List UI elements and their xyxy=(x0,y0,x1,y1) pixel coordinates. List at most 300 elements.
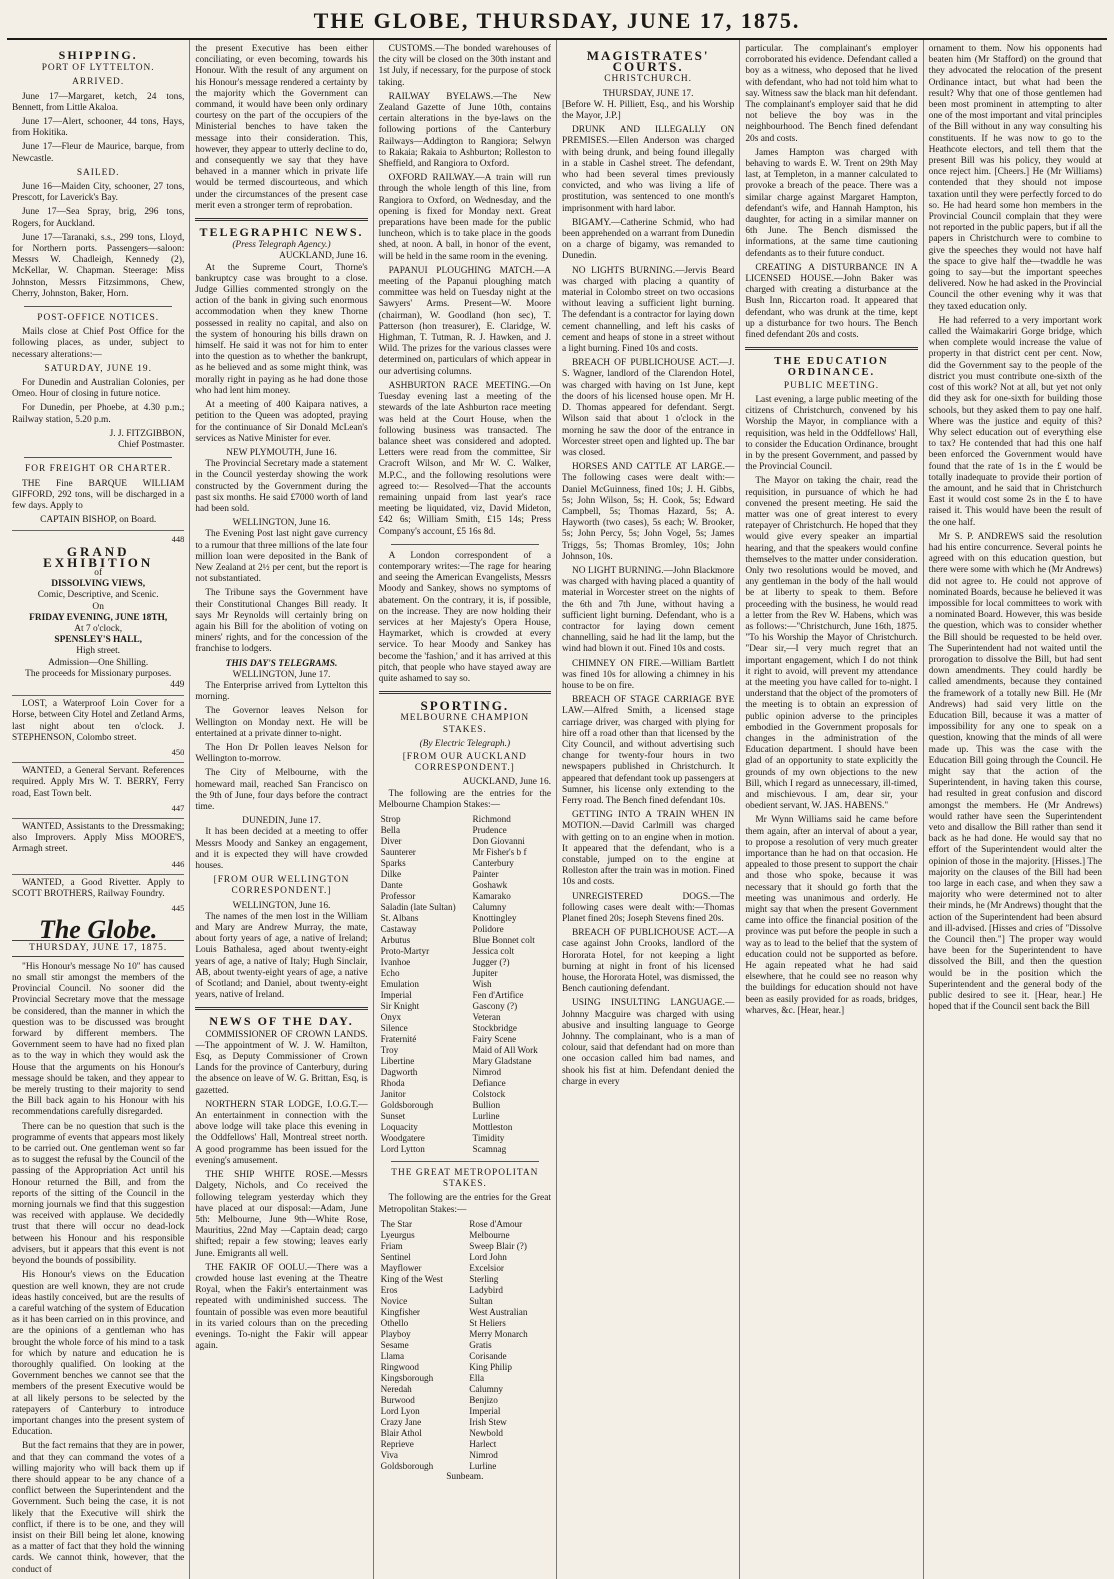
divider xyxy=(379,691,551,694)
entry-row xyxy=(379,946,551,957)
entry-name: Sultan xyxy=(469,1295,493,1306)
classified-ad xyxy=(12,874,184,915)
post-office-line: For Dunedin and Australian Colonies, per Omeo. Hour of closing in future notice. xyxy=(12,378,185,400)
entry-row xyxy=(379,990,551,1001)
entry-name: Silence xyxy=(380,1023,408,1033)
exhibition-kind: Comic, Descriptive, and Scenic. xyxy=(37,590,159,601)
entry-row xyxy=(379,1285,551,1296)
entry-name: Nimrod xyxy=(472,1067,502,1077)
dateline: WELLINGTON, June 16. xyxy=(232,900,331,911)
metro-last-entry: Sunbeam. xyxy=(446,1471,484,1482)
column-5 xyxy=(740,40,923,1579)
entry-name: Neredah xyxy=(380,1383,412,1394)
freight-body: THE Fine BARQUE WILLIAM GIFFORD, 292 tons, will be discharged in a few days. Apply to xyxy=(12,478,185,511)
entry-name: Prudence xyxy=(472,825,507,835)
entry-name: Mayflower xyxy=(380,1262,422,1273)
entry-row xyxy=(379,814,551,825)
entry-name: Melbourne xyxy=(469,1229,510,1240)
ad-number: 446 xyxy=(171,858,185,869)
entry-row xyxy=(379,1111,551,1122)
entries-intro: The following are the entries for the Melbourne Champion Stakes:— xyxy=(378,788,551,810)
entry-name: Diver xyxy=(380,836,402,846)
entry-name: Castaway xyxy=(380,924,417,934)
arrived-item: June 17—Alert, schooner, 44 tons, Hays, from Hokitika. xyxy=(12,117,185,139)
divider xyxy=(391,1161,539,1162)
entry-row xyxy=(379,1351,551,1362)
news-item: CUSTOMS.—The bonded warehouses of the city will be closed on the 30th instant and 1st July, if necessary, for the purpose of stock taking. xyxy=(378,44,551,88)
leader-continued: the present Executive has been either conciliating, or even becoming, towards his Honour. With the result of any argument on his Honour's message rendered a certainty by the majority which the Government can command, it would have been only ordinary courtesy on the part of the occupiers of the Ministerial benches to have taken the message into their consideration. This, however, they appear to utterly decline to do, and consequently we say that they have behaved in a manner which in private life would be termed discourteous, and which under the circumstances of the present case merit even a stronger term of reprobation. xyxy=(195,44,368,211)
divider xyxy=(24,457,172,458)
entry-name: Troy xyxy=(380,1045,399,1055)
entry-row xyxy=(379,1012,551,1023)
magistrates-place: CHRISTCHURCH. xyxy=(604,74,693,85)
entry-name: Polidore xyxy=(472,924,504,934)
entry-name: Corisande xyxy=(469,1350,507,1361)
entry-row xyxy=(379,1056,551,1067)
magistrates-heading: MAGISTRATES' COURTS. xyxy=(586,48,710,75)
entry-row xyxy=(379,825,551,836)
ad-text: LOST, a Waterproof Loin Cover for a Horse, between City Hotel and Zetland Arms, last night about ten o'clock. J. STEPHENSON, Colombo street. xyxy=(12,699,185,743)
telegram-paragraph: The names of the men lost in the William and Mary are Andrew Murray, the mate, about forty years of age, a native of Ireland; Louis Bathalesa, aged about twenty-eight years of age, a native of Italy; Hugh Sinclair, AB, about twenty-eight years of age, a native of Scotland; and Daniel, about twenty-eight years, native of Ireland. xyxy=(195,911,368,1001)
todays-telegrams-heading: THIS DAY'S TELEGRAMS. xyxy=(225,658,338,669)
entry-name: Rhoda xyxy=(380,1078,405,1088)
entry-name: Don Giovanni xyxy=(472,836,525,846)
entry-name: Newbold xyxy=(469,1427,503,1438)
dateline: AUCKLAND, June 16. xyxy=(279,251,368,262)
court-case: BREACH OF PUBLICHOUSE ACT.—J. S. Wagner, landlord of the Clarendon Hotel, was charged with having on 1st June, kept the doors of his licensed house open. Mr H. D. Thomas appeared for defendant. Sergt. Wilson said that about 1 o'clock in the morning he saw the door of the entrance in Worcester street open and lighted up. The bar was closed. xyxy=(561,358,735,458)
telegram-paragraph: It has been decided at a meeting to offer Messrs Moody and Sankey an engagement, and it is expected they will have crowded houses. xyxy=(195,827,368,872)
entry-name: Lyeurgus xyxy=(380,1229,415,1240)
entry-name: Painter xyxy=(472,869,499,879)
entry-name: Sunset xyxy=(380,1111,406,1121)
entry-name: Ladybird xyxy=(469,1284,503,1295)
globe-title: The Globe. xyxy=(38,915,158,945)
entry-name: Strop xyxy=(380,814,401,824)
ad-number: 445 xyxy=(171,903,185,914)
divider xyxy=(391,544,539,545)
entry-name: Lurline xyxy=(469,1460,497,1471)
post-office-signature-title: Chief Postmaster. xyxy=(118,440,185,451)
entry-row xyxy=(379,924,551,935)
freight-heading: FOR FREIGHT OR CHARTER. xyxy=(25,464,172,475)
divider xyxy=(195,218,367,221)
column-6 xyxy=(924,40,1107,1579)
entry-name: St. Albans xyxy=(380,913,419,923)
education-paragraph: The Mayor on taking the chair, read the requisition, in pursuance of which he had convened the present meeting. He said the matter was one of great interest to every ratepayer of Christchurch. He hoped that they would give every speaker an impartial hearing, and that the speakers would confine themselves to the matter under consideration. Only two resolutions would be moved, and any gentleman in the body of the hall would be at liberty to speak to them. Before proceeding with the business, he would read a letter from the Rev W. Habens, which was as follows:—"Christchurch, June 16th, 1875. "To his Worship the Mayor of Christchurch. "Dear sir,—I very much regret that an important engagement, which I do not think it right to avoid, will prevent my attendance at the meeting you have called for to-night. I understand that the object of the promoters of the meeting is to obtain an expression of public opinion adverse to the principles embodied in the Government proposals for changes in the administration of the Education department. I should have been glad of an opportunity to state explicitly the grounds of my own objections to the new Bill, which I regard as unnecessary, ill-timed, and mischievous. I am, dear sir, your obedient servant, W. JAS. HABENS." xyxy=(745,476,918,812)
entry-name: Richmond xyxy=(472,814,511,824)
post-office-line: For Dunedin, per Phoebe, at 4.30 p.m.; Railway station, 5.20 p.m. xyxy=(12,403,185,425)
entry-name: Fairy Scene xyxy=(472,1034,517,1044)
entry-name: Ringwood xyxy=(380,1361,419,1372)
court-case: HORSES AND CATTLE AT LARGE.—The following cases were dealt with:—Daniel McGuinness, fined 10s; J. H. Gibbs, 5s; John Wilson, 5s; H. Cook, 5s; Edward Campbell, 5s; Thomas Hazard, 5s; A. Hayworth (two cases), 5s each; W. Brooker, 5s; John Percy, 5s; John Vogel, 5s; James Triggs, 5s; Thomas Bromley, 10s; John Johnson, 10s. xyxy=(561,462,735,562)
entry-name: Dagworth xyxy=(380,1067,418,1077)
entry-row xyxy=(379,1034,551,1045)
entry-name: Benjizo xyxy=(469,1394,498,1405)
entry-name: Goldsborough xyxy=(380,1100,434,1110)
entry-row xyxy=(379,957,551,968)
leader-paragraph: His Honour's views on the Education question are well known, they are not crude ideas hastily conceived, but are the results of a careful watching of the system of Education as it has been carried on in this province, and are the opinions of a gentleman who has brought the whole force of his mind to a task for which by nature and education he is thoroughly qualified. On looking at the Government benches we cannot see that the members of the present Executive would be at all likely persons to be selected by the ratepayers of Canterbury to introduce important changes into the present system of Education. xyxy=(12,1270,185,1438)
entry-name: Playboy xyxy=(380,1328,411,1339)
news-heading: NEWS OF THE DAY. xyxy=(209,1014,354,1029)
entry-name: Irish Stew xyxy=(469,1416,507,1427)
entry-row xyxy=(379,1329,551,1340)
entry-name: Stockbridge xyxy=(472,1023,517,1033)
freight-captain: CAPTAIN BISHOP, on Board. xyxy=(40,515,157,526)
news-item: PAPANUI PLOUGHING MATCH.—A meeting of the Papanui ploughing match committee was held on Tuesday night at the Sawyers' Arms. Present—W. Moore (chairman), W. Goodland (hon sec), T. Patterson (hon treasurer), E. Claridge, W. Highman, T. Tutman, R. J. Hawken, and J. Wild. The prizes for the various classes were determined on, particulars of which appear in our advertising columns. xyxy=(378,265,551,377)
divider xyxy=(745,347,917,350)
exhibition-street: High street. xyxy=(76,646,121,657)
entry-name: Dilke xyxy=(380,869,402,879)
entry-row xyxy=(379,836,551,847)
entry-name: Arbutus xyxy=(380,935,411,945)
entry-name: Harlect xyxy=(469,1438,497,1449)
entry-name: Wish xyxy=(472,979,492,989)
entry-name: Gascony (?) xyxy=(472,1001,518,1011)
entry-name: Jupiter xyxy=(472,968,498,978)
entry-row xyxy=(379,1406,551,1417)
divider xyxy=(24,306,172,307)
dateline: WELLINGTON, June 17. xyxy=(232,669,331,680)
champion-entries-table xyxy=(379,814,551,1155)
court-case: CHIMNEY ON FIRE.—William Bartlett was fined 10s for allowing a chimney in his house to be on fire. xyxy=(561,658,735,691)
entry-name: Burwood xyxy=(380,1394,415,1405)
news-item: ASHBURTON RACE MEETING.—On Tuesday evening last a meeting of the stewards of the late Ashburton race meeting was held at the Court House, when the following business was transacted. The balance sheet was considered and adopted. Letters were read from the committee, Sir Cracroft Wilson, and Mr W. C. Walker, M.P.C., and the following resolutions were agreed to:— Resolved—That the accounts remaining unpaid from last year's race meeting be liquidated, viz, David Mideton, £42 6s; William Smith, £15 14s; Press Company's account, £5 16s 8d. xyxy=(378,380,551,537)
entry-name: Bella xyxy=(380,825,401,835)
post-office-signature: J. J. FITZGIBBON, xyxy=(109,428,185,439)
dateline: WELLINGTON, June 16. xyxy=(232,518,331,529)
court-case-continued: particular. The complainant's employer corroborated his evidence. Defendant called a boy as a witness, who deposed that he lived with defendant, who had not told him what to say. Witness saw the black man hit defendant. The complainant's employer said that he did not believe the boy was in the neighbourhood. The Bench fined defendant 20s and costs. xyxy=(745,44,918,144)
court-case: GETTING INTO A TRAIN WHEN IN MOTION.—David Carlmill was charged with getting on to an engine when in motion. It appeared that the defendant, who is a constable, jumped on to the engine at Rolleston after the train was in motion. Fined 10s and costs. xyxy=(561,810,735,888)
entry-name: King Philip xyxy=(469,1361,512,1372)
column-3 xyxy=(374,40,557,1579)
entry-name: Lord Lyon xyxy=(380,1405,420,1416)
entry-name: Scamnag xyxy=(472,1144,507,1154)
entry-name: Proto-Martyr xyxy=(380,946,430,956)
education-paragraph: He had referred to a very important work called the Waimakariri Gorge bridge, which when complete would increase the value of property in that district cent per cent. Now, did the Government say to the people of the district you must contribute one-sixth of the cost of this work? Not at all, but yet not only did they ask for one-sixth for building those schools, but they asked them to pay one half. Where was the justice and equity of this? Why select education out of everything else to tax? He contended that had this one half been enforced the Government would have found that the rate of 1s in the £ would be totally inadequate to provide their portion of the amount, and he said that in Christchurch East it would cost some 2s in the £ to have raised it. This would have been the result of the one half. xyxy=(928,315,1102,528)
entry-name: Mr Fisher's b f xyxy=(472,847,527,857)
entry-name: Libertine xyxy=(380,1056,415,1066)
ad-number: 448 xyxy=(171,534,185,545)
telegram-paragraph: The Hon Dr Pollen leaves Nelson for Wellington to-morrow. xyxy=(195,742,368,765)
entry-row xyxy=(379,1122,551,1133)
exhibition-time: At 7 o'clock, xyxy=(74,623,123,634)
entry-row xyxy=(379,1219,551,1230)
entry-name: Onyx xyxy=(380,1012,402,1022)
entry-row xyxy=(379,1078,551,1089)
entry-name: Emulation xyxy=(380,979,419,989)
race-title: MELBOURNE CHAMPION STAKES. xyxy=(400,713,530,735)
entry-name: Janitor xyxy=(380,1089,406,1099)
entry-row xyxy=(379,1100,551,1111)
entry-name: Gratis xyxy=(469,1339,492,1350)
entry-name: Viva xyxy=(380,1449,398,1460)
court-case: BREACH OF STAGE CARRIAGE BYE LAW.—Alfred Smith, a licensed stage carriage driver, was charged with plying for hire off a road other than that licensed by the City Council, and without advertising such change for twenty-four hours in two newspapers published in Christchurch. It appeared that defendant took up passengers at Sumner, his license only extending to the Ferry road. The Bench fined defendant 10s. xyxy=(561,695,735,806)
telegram-paragraph: At the Supreme Court, Thorne's bankruptcy case was brought to a close. Judge Gillies commented strongly on the action of the bank in giving such enormous accommodation when they knew Thorne possessed in reality no capital, and also on the system of honouring his bills drawn on himself. He said it was not for him to enter into the question as to whether the bankrupt, as he believed and as some might think, was morally right in paying as he had done those who had lent him money. xyxy=(195,262,368,396)
shipping-port: PORT OF LYTTELTON. xyxy=(41,63,155,74)
ad-number: 449 xyxy=(170,679,185,690)
entry-name: Lord Lytton xyxy=(380,1144,425,1154)
magistrates-before: [Before W. H. Pilliett, Esq., and his Worship the Mayor, J.P.] xyxy=(561,99,735,122)
entry-name: The Star xyxy=(380,1218,413,1229)
shipping-heading: SHIPPING. xyxy=(58,48,138,62)
exhibition-on: On xyxy=(92,601,104,612)
education-heading: THE EDUCATION ORDINANCE. xyxy=(774,356,889,379)
entry-name: Echo xyxy=(380,968,400,978)
court-case: James Hampton was charged with behaving to wards E. W. Trent on 29th May last, at Templeton, in a manner calculated to provoke a breach of the peace. There was a similar charge against Margaret Hampton, defendant's wife, and Hannah Hampton, his daughter, for acting in a similar manner on 6th June. The Bench dismissed the informations, at the same time cautioning defendants as to their future conduct. xyxy=(745,147,918,259)
entry-name: Calumny xyxy=(472,902,507,912)
entry-name: Ivanhoe xyxy=(380,957,411,967)
court-case: CREATING A DISTURBANCE IN A LICENSED HOUSE.—John Baker was charged with creating a disturbance at the Bush Inn, Riccarton road. It appeared that defendant, who was drunk at the time, kept up a disturbance for two hours. The Bench fined defendant 20s and costs. xyxy=(745,262,918,341)
entry-row xyxy=(379,935,551,946)
entry-row xyxy=(379,902,551,913)
news-item: COMMISSIONER OF CROWN LANDS.—The appointment of W. J. W. Hamilton, Esq, as Deputy Commissioner of Crown Lands for the province of Canterbury, during the absence on leave of W. G. Brittan, Esq, is gazetted. xyxy=(195,1029,368,1096)
arrived-item: June 17—Fleur de Maurice, barque, from Newcastle. xyxy=(12,142,185,164)
entry-row xyxy=(379,1318,551,1329)
entry-name: Crazy Jane xyxy=(380,1416,422,1427)
classified-ad xyxy=(12,762,184,814)
entry-row xyxy=(379,1241,551,1252)
entry-name: Knottingley xyxy=(472,913,517,923)
entry-name: Lurline xyxy=(472,1111,500,1121)
entry-name: Jugger (?) xyxy=(472,957,510,967)
entry-name: Othello xyxy=(380,1317,409,1328)
court-case: DRUNK AND ILLEGALLY ON PREMISES.—Ellen Anderson was charged with being drunk, and being found illegally in a stable in Cashel street. The defendant, who had been several times previously convicted, and who was living a life of prostitution, was sentenced to one month's imprisonment with hard labor. xyxy=(561,125,735,214)
entry-name: Canterbury xyxy=(472,858,514,868)
entry-name: Dante xyxy=(380,880,403,890)
news-item: NORTHERN STAR LODGE, I.O.G.T.—An entertainment in connection with the above lodge will take place this evening in the Oddfellows' Hall, Montreal street north. A good programme has been issued for the evening's amusement. xyxy=(195,1099,368,1166)
entry-row xyxy=(379,1230,551,1241)
entry-row xyxy=(379,1133,551,1144)
education-paragraph: Mr S. P. ANDREWS said the resolution had his entire concurrence. Several points he agreed with on this education question, but there were some with which he (Mr Andrews) did not agree to. He could not approve of nominated Boards, because he believed it was impossible for local committees to work with a nominated Board. However, this was beside the question, which was to consider whether the Bill should be requested to be held over. The Superintendent had not waited until the prorogation to dissolve the Bill, but had sent down amendments. They could hardly be called amendments, because they contained the framework of a totally new Bill. He (Mr Andrews) had said very little on the Education Bill, because it was a matter of impossibility for any one to speak on a question, knowing that the minds of all were made up. This was the case with the Education Bill going through the Council. He might say that the action of the Superintendent, in having taken this course, had resulted in great confusion and discord amongst the members. He (Mr Andrews) would rather have seen the Superintendent veto and disallow the Bill rather than send it back as he had done. He would say that no effort of the Superintendent would alter the opinion of those in the majority. [Hisses.] The majority on the clauses of the Bill had been too large in each case, and when they saw a majority who were determined not to alter their minds, he (Mr Andrews) thought that the action of the Superintendent had been absurd and ill-advised. [Hisses and cries of "Dissolve the Council then."] The proper way would have been for the Superintendent to have dissolved the Bill, and then the question would be in the position which the Superintendent and the general body of the public desired to see it. [Hear, hear.] He hoped that if the Council sent back the Bill xyxy=(928,531,1102,1013)
entry-name: Goldsborough xyxy=(380,1460,434,1471)
entry-name: Saladin (late Sultan) xyxy=(380,902,456,912)
entry-name: Calumny xyxy=(469,1383,503,1394)
metro-entries-table xyxy=(379,1219,551,1472)
post-office-body: Mails close at Chief Post Office for the following places, as under, subject to necessary alterations:— xyxy=(12,327,185,360)
entry-name: Llama xyxy=(380,1350,405,1361)
entry-row xyxy=(379,1067,551,1078)
entry-name: West Australian xyxy=(469,1306,528,1317)
entry-row xyxy=(379,1384,551,1395)
entry-row xyxy=(379,1307,551,1318)
leader-paragraph: There can be no question that such is the programme of events that appears most likely to be carried out. One gentleman went so far as to suggest the refusal by the Council of the passing of the Appropriation Act until his Honour returned the Bill, and from the reports of the sitting of the Council in the morning journals we find that this suggestion was received with applause. We decidedly trust that there will occur no dead-lock between his Honour and his responsible advisers, but it appears that this event is not beyond the bounds of possibility. xyxy=(12,1121,185,1267)
entry-name: Friam xyxy=(380,1240,403,1251)
entry-name: Novice xyxy=(380,1295,408,1306)
classified-ad xyxy=(12,818,184,870)
columns xyxy=(7,40,1107,1575)
metro-heading: THE GREAT METROPOLITAN STAKES. xyxy=(391,1168,539,1190)
education-paragraph: Mr Wynn Williams said he came before them again, after an interval of about a year, to propose a resolution of very much greater importance than he had on that occasion. He appealed to those present to support the chair and those who spoke, because it was necessary that it should go forth that the meeting was unanimous and orderly. He might say that when the present Government came into office the financial position of the province was put before the people in such a way as to lead to the belief that the system of education could not be supported as before. He again repeated what he had said elsewhere, that he could see no reason why the buildings for education should not have been as easily provided for as roads, bridges, wharves, &c. [Hear, hear.] xyxy=(745,815,918,1016)
entry-name: Colstock xyxy=(472,1089,506,1099)
entry-name: Reprieve xyxy=(380,1438,414,1449)
post-office-day: SATURDAY, JUNE 19. xyxy=(44,363,152,374)
entry-row xyxy=(379,1252,551,1263)
leader-paragraph: "His Honour's message No 10" has caused no small stir amongst the members of the Provincial Council. No sooner did the Provincial Secretary move that the message be considered, than the manner in which the question was to be discussed was brought forward by different members. The Government seem to have had no fixed plan as to the way in which they would ask the House that the arguments on his Honour's message should be taken, and they appear to be merely trusting to their majority to send the Bill back again to his Honour with his recommendations carefully disregarded. xyxy=(12,961,185,1118)
globe-date: THURSDAY, JUNE 17, 1875. xyxy=(12,940,184,957)
entry-name: Sentinel xyxy=(380,1251,411,1262)
column-2 xyxy=(190,40,373,1579)
sporting-heading: SPORTING. xyxy=(420,698,510,714)
entry-row xyxy=(379,1439,551,1450)
entry-row xyxy=(379,891,551,902)
court-case: BREACH OF PUBLICHOUSE ACT.—A case against John Crooks, landlord of the Hororata Hotel, for not keeping a light burning at night in front of his licensed house, the Hororata Hotel, was dismissed, the Bench cautioning defendant. xyxy=(561,928,735,995)
news-item: THE FAKIR OF OOLU.—There was a crowded house last evening at the Theatre Royal, when the Fakir's entertainment was repeated with undiminished success. The fountain of possible was even more beautiful in its varied colours than on the preceding evenings. To-night the Fakir will appear again. xyxy=(195,1262,368,1352)
news-item: OXFORD RAILWAY.—A train will run through the whole length of this line, from Rangiora to Oxford, on Wednesday, and the opening is fixed for Monday next. Great preparations have been made for the public luncheon, which is to take place in the goods shed, at noon. A ball, in honor of the event, will be held in the same room in the evening. xyxy=(378,173,551,262)
entry-name: Nimrod xyxy=(469,1449,498,1460)
entry-row xyxy=(379,1461,551,1472)
entry-row xyxy=(379,968,551,979)
entry-name: Sir Knight xyxy=(380,1001,420,1011)
entry-name: Timidity xyxy=(472,1133,505,1143)
ad-number: 447 xyxy=(171,802,185,813)
telegram-paragraph: The Tribune says the Government have their Constitutional Changes Bill ready. It says Mr Reynolds will certainly bring on again his Bill for the abolition of voting on miners' rights, and for the concession of the franchise to lodgers. xyxy=(195,588,368,655)
entry-name: Kingsborough xyxy=(380,1372,434,1383)
telegram-paragraph: The Enterprise arrived from Lyttelton this morning. xyxy=(195,680,368,703)
entry-name: Sweep Blair (?) xyxy=(469,1240,527,1251)
telegram-paragraph: At a meeting of 400 Kaipara natives, a petition to the Queen was adopted, praying for the continuance of Sir Donald McLean's services as Native Minister for ever. xyxy=(195,400,368,444)
entry-row xyxy=(379,1144,551,1155)
entry-name: Defiance xyxy=(472,1078,506,1088)
entry-name: Blair Athol xyxy=(380,1427,422,1438)
entry-name: Fraternité xyxy=(380,1034,417,1044)
sporting-by: (By Electric Telegraph.) xyxy=(419,738,511,749)
metro-intro: The following are the entries for the Great Metropolitan Stakes:— xyxy=(378,1193,551,1215)
entry-name: Merry Monarch xyxy=(469,1328,528,1339)
correspondent-line: [FROM OUR AUCKLAND CORRESPONDENT.] xyxy=(402,751,527,774)
telegraphic-agency: (Press Telegraph Agency.) xyxy=(232,240,331,251)
news-item: RAILWAY BYELAWS.—The New Zealand Gazette of June 10th, contains certain alterations in the bye-laws on the following portions of the Canterbury Railways—Addington to Rangiora; Selwyn to Rakaia; Rakaia to Ashburton; Rolleston to Sheffield, and Rangiora to Oxford. xyxy=(378,91,551,170)
divider xyxy=(195,1007,367,1010)
exhibition-of: of xyxy=(94,567,103,578)
ad-text: WANTED, a General Servant. References required. Apply Mrs W. T. BERRY, Ferry road, East Town belt. xyxy=(12,766,185,799)
entry-name: Professor xyxy=(380,891,416,901)
newspaper-page xyxy=(7,0,1107,1575)
exhibition-when: FRIDAY EVENING, JUNE 18TH, xyxy=(29,612,168,623)
entry-name: Excelsior xyxy=(469,1262,504,1273)
entry-row xyxy=(379,1296,551,1307)
telegram-paragraph: The Governor leaves Nelson for Wellington on Monday next. He will be entertained at a private dinner to-night. xyxy=(195,706,368,739)
sailed-label: SAILED. xyxy=(76,167,120,178)
entry-row xyxy=(379,1001,551,1012)
ad-text: WANTED, a Good Rivetter. Apply to SCOTT BROTHERS, Railway Foundry. xyxy=(12,877,185,899)
entry-name: Eros xyxy=(380,1284,398,1295)
telegraphic-heading: TELEGRAPHIC NEWS. xyxy=(199,225,364,240)
exhibition-title: GRAND EXHIBITION xyxy=(43,543,154,570)
entry-name: Fen d'Artifice xyxy=(472,990,524,1000)
sailed-item: June 17—Taranaki, s.s., 299 tons, Lloyd, for Northern ports. Passengers—saloon: Messrs W. Chadleigh, Kennedy (2), McKellar, W. Chapman. Steerage: Miss Johnston, Messrs Fitzsimmons, Chew, Cherry, Johnston, Baker, Horn. xyxy=(12,232,185,299)
entry-row xyxy=(379,1428,551,1439)
education-sub: PUBLIC MEETING. xyxy=(783,380,880,391)
entry-name: Imperial xyxy=(380,990,412,1000)
telegram-paragraph: The Evening Post last night gave currency to a rumour that three millions of the late four million loan were deposited in the Bank of New Zealand at 2½ per cent, but the report is not substantiated. xyxy=(195,529,368,585)
entry-row xyxy=(379,869,551,880)
post-office-heading: POST-OFFICE NOTICES. xyxy=(37,313,160,324)
entry-name: Jessica colt xyxy=(472,946,515,956)
entry-row xyxy=(379,1089,551,1100)
entry-name: Rose d'Amour xyxy=(469,1218,523,1229)
entry-name: Lord John xyxy=(469,1251,507,1262)
entry-row xyxy=(379,880,551,891)
entry-name: Imperial xyxy=(469,1405,501,1416)
entry-name: Ella xyxy=(469,1372,485,1383)
education-paragraph: Last evening, a large public meeting of the citizens of Christchurch, convened by his Worship the Mayor, in compliance with a requisition, was held in the Oddfellows' Hall, to consider the Education Ordinance, brought in by the present Government, and passed by the Provincial Council. xyxy=(745,394,918,473)
entry-row xyxy=(379,1395,551,1406)
entry-row xyxy=(379,1362,551,1373)
ad-text: WANTED, Assistants to the Dressmaking; also Improvers. Apply Miss MOORE'S, Armagh street. xyxy=(12,821,185,855)
entry-name: Kamarako xyxy=(472,891,511,901)
entry-row xyxy=(379,1340,551,1351)
magistrates-date: THURSDAY, JUNE 17. xyxy=(602,88,694,99)
column-1 xyxy=(7,40,190,1579)
entry-row xyxy=(379,1023,551,1034)
correspondent-line: [FROM OUR WELLINGTON CORRESPONDENT.] xyxy=(213,875,350,897)
education-continued: ornament to them. Now his opponents had beaten him (Mr Stafford) on the ground that they advocated the relocation of the present Ordinance intact, but what had been the result? Why that one of those gentlemen had been most prominent in attempting to alter one of the most important and vital principles of the Bill without in any way consulting his constituents. If he was now to go to the Heathcote electors, and tell them that the present Bill was his policy, they would at once reject him. [Cheers.] He (Mr Williams) contended that they should not impose taxation until they were perfectly forced to do so. He had heard some hon members in the Provincial Council complain that they were not reported in the public papers, but if all the papers in Christchurch were to combine to give the speeches they would not have half the space to give half the—twaddle he was going to say—but the important speeches delivered. Now he had asked in the Provincial Council the other evening why it was that they taxed education only. xyxy=(928,44,1102,312)
court-case: NO LIGHTS BURNING.—Jervis Beard was charged with placing a quantity of material in Colombo street on two occasions without leaving a sufficient light burning. The defendant is a contractor for laying down cement channelling, and left his casks of cement and heaps of stone in a street without a light burning. Fined 10s and costs. xyxy=(561,265,735,355)
entry-name: King of the West xyxy=(380,1273,443,1284)
entry-name: Sterling xyxy=(469,1273,499,1284)
dateline: NEW PLYMOUTH, June 16. xyxy=(226,447,337,458)
telegram-paragraph: The City of Melbourne, with the homeward mail, reached San Francisco on the 9th of June, four days before the contract time. xyxy=(195,768,368,812)
exhibition-venue: SPENSLEY'S HALL, xyxy=(54,635,142,646)
news-item: A London correspondent of a contemporary writes:—The rage for hearing and seeing the American Evangelists, Messrs Moody and Sankey, shows no symptoms of abatement. On the contrary, it is, if possible, on the increase. They are now holding their services at her Majesty's Opera House, Haymarket, which is crowded at every service. To hear Moody and Sankey has become the 'fashion,' and it has arrived at this pitch, that people who have stayed away are quite ashamed to say so. xyxy=(378,550,551,684)
exhibition-proceeds: The proceeds for Missionary purposes. xyxy=(25,668,172,679)
entry-name: Bullion xyxy=(472,1100,501,1110)
masthead: THE GLOBE, THURSDAY, JUNE 17, 1875. xyxy=(7,6,1107,40)
entry-name: Loquacity xyxy=(380,1122,418,1132)
leader-paragraph: But the fact remains that they are in power, and that they can command the votes of a willing majority who will back them up if there should appear to be any chance of a conflict between the Superintendent and the Government. Such being the case, it is not likely that the Executive will shirk the conflict, if there is to be one, and they will insist on their Bill being let alone, knowing as a matter of fact that they hold the winning cards. We cannot think, however, that the conduct of xyxy=(12,1441,185,1575)
arrived-item: June 17—Margaret, ketch, 24 tons, Bennett, from Little Akaloa. xyxy=(12,91,185,113)
exhibition-subject: DISSOLVING VIEWS, xyxy=(51,579,146,590)
court-case: BIGAMY.—Catherine Schmid, who had been apprehended on a warrant from Dunedin on a charge of bigamy, was remanded to Dunedin. xyxy=(561,217,735,262)
entry-name: Sparks xyxy=(380,858,406,868)
sailed-item: June 17—Sea Spray, brig, 296 tons, Rogers, for Auckland. xyxy=(12,207,185,229)
entry-name: Saunterer xyxy=(380,847,416,857)
arrived-label: ARRIVED. xyxy=(72,77,125,88)
court-case: UNREGISTERED DOGS.—The following cases were dealt with:—Thomas Planet fined 20s; Joseph Stevens fined 20s. xyxy=(561,891,735,925)
news-item: THE SHIP WHITE ROSE.—Messrs Dalgety, Nichols, and Co received the following telegram yesterday which they have placed at our disposal:—Adam, June 5th: Melbourne, June 9th—White Rose, Mauritius, 22nd May —Captain dead; cargo shifted; repair a few stowing; leaves early June. Emigrants all well. xyxy=(195,1170,368,1259)
entry-name: Mottleston xyxy=(472,1122,513,1132)
dateline: DUNEDIN, June 17. xyxy=(242,816,321,827)
entry-name: Goshawk xyxy=(472,880,508,890)
court-case: NO LIGHT BURNING.—John Blackmore was charged with having placed a quantity of material in Worcester street on the nights of the 6th and 7th June, without having a sufficient light burning. Defendant, who is a contractor for laying down cement channelling, said he had lit the lamp, but the wind had blown it out. Fined 10s and costs. xyxy=(561,565,735,655)
entry-name: Mary Gladstane xyxy=(472,1056,532,1066)
entry-name: Blue Bonnet colt xyxy=(472,935,535,945)
telegram-paragraph: The Provincial Secretary made a statement in the Council yesterday showing the work constructed by the Government during the past six months. He said £7000 worth of land had been sold. xyxy=(195,459,368,514)
column-4 xyxy=(557,40,740,1579)
entry-row xyxy=(379,913,551,924)
entry-name: Kingfisher xyxy=(380,1306,420,1317)
entry-row xyxy=(379,1274,551,1285)
dateline: AUCKLAND, June 16. xyxy=(462,777,551,788)
entry-name: St Heliers xyxy=(469,1317,506,1328)
entry-name: Sesame xyxy=(380,1339,409,1350)
entry-row xyxy=(379,1263,551,1274)
entry-row xyxy=(379,1417,551,1428)
exhibition-admission: Admission—One Shilling. xyxy=(48,657,149,668)
entry-row xyxy=(379,979,551,990)
entry-name: Woodgatere xyxy=(380,1133,425,1143)
classified-ad xyxy=(12,695,184,758)
entry-name: Veteran xyxy=(472,1012,501,1022)
entry-row xyxy=(379,858,551,869)
entry-row xyxy=(379,847,551,858)
entry-row xyxy=(379,1450,551,1461)
ad-number: 450 xyxy=(171,746,185,757)
sailed-item: June 16—Maiden City, schooner, 27 tons, Prescott, for Laverick's Bay. xyxy=(12,182,185,204)
entry-row xyxy=(379,1373,551,1384)
entry-row xyxy=(379,1045,551,1056)
entry-name: Maid of All Work xyxy=(472,1045,538,1055)
